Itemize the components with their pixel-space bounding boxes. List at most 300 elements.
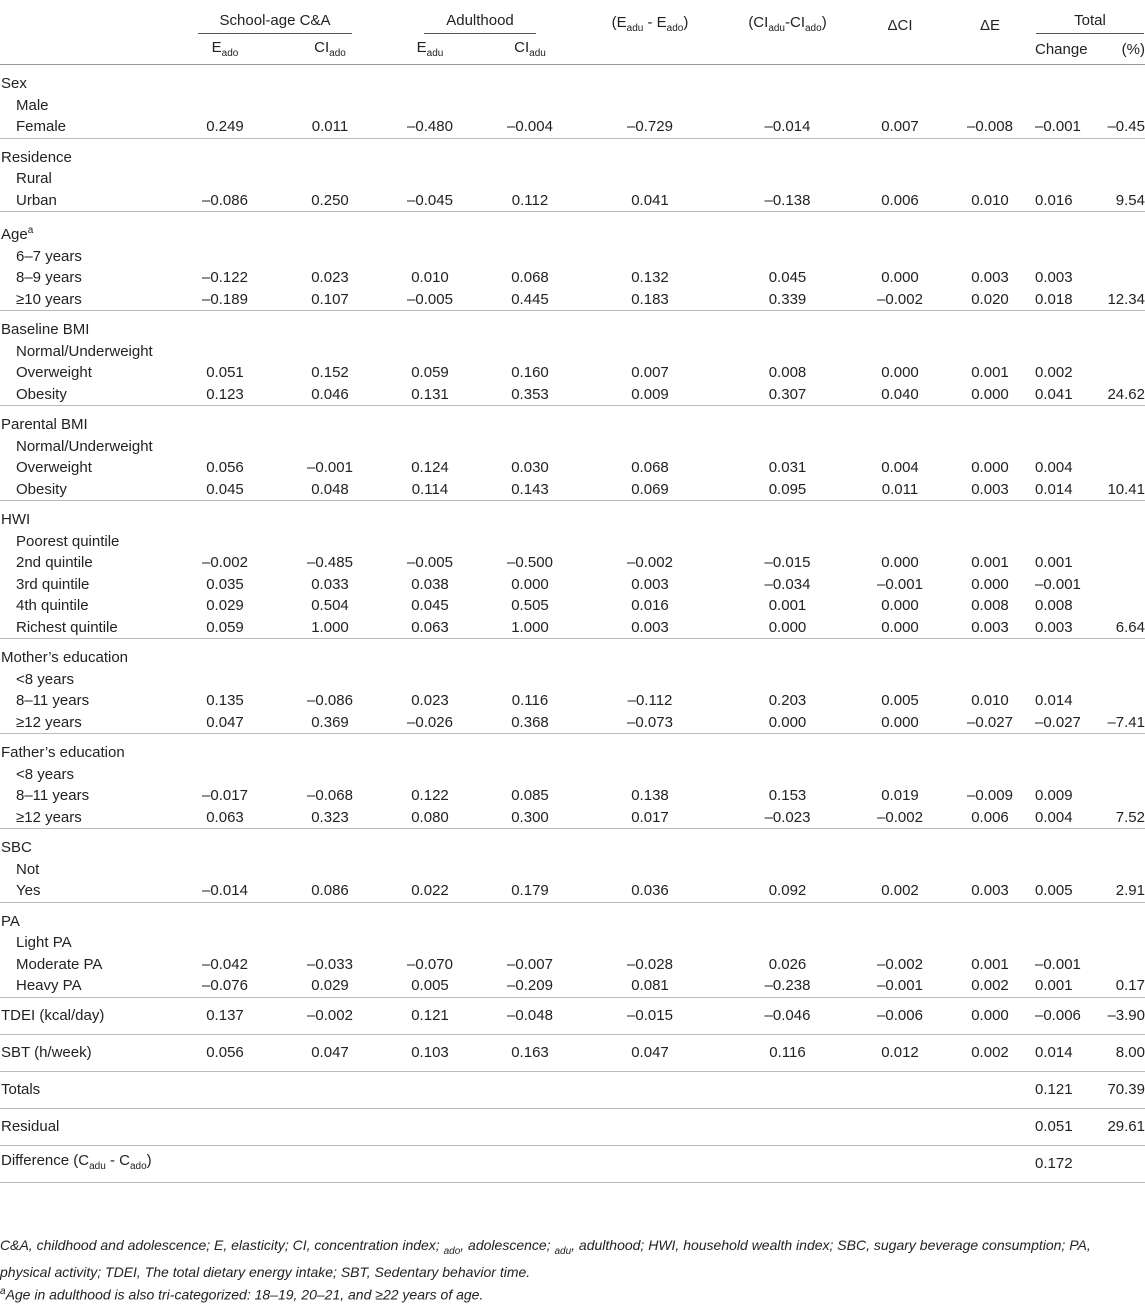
cell-col-10 <box>1105 734 1145 764</box>
cell-col-7 <box>855 829 945 859</box>
cell-col-8 <box>945 1145 1035 1182</box>
cell-col-7 <box>855 669 945 691</box>
cell-col-4: 0.143 <box>511 480 549 498</box>
cell-col-2: 0.323 <box>311 808 349 826</box>
row-label: Overweight <box>16 364 92 381</box>
cell-col-1 <box>170 311 280 341</box>
cell-col-8: 0.003 <box>971 269 1009 286</box>
table-row-sex-male <box>0 95 1145 117</box>
cell-col-4: 0.445 <box>511 290 549 308</box>
cell-col-9: 0.004 <box>1035 459 1073 476</box>
cell-col-2 <box>280 168 380 190</box>
cell-col-4: –0.048 <box>480 997 580 1034</box>
cell-col-6 <box>720 246 855 268</box>
cell-col-4: 0.116 <box>511 692 549 709</box>
cell-col-6 <box>720 501 855 531</box>
table-row-bbmi-ob <box>0 384 1145 406</box>
cell-col-7: 0.000 <box>881 554 919 571</box>
row-label: Obesity <box>16 480 67 498</box>
cell-col-3: 0.103 <box>380 1034 480 1071</box>
cell-col-8: 0.002 <box>971 977 1009 994</box>
row-label: Not <box>16 860 40 878</box>
cell-col-10 <box>1105 436 1145 458</box>
cell-col-9 <box>1035 246 1105 268</box>
cell-col-4: 0.300 <box>511 808 549 826</box>
cell-col-3: –0.026 <box>407 713 453 731</box>
table-row-med-1 <box>0 669 1145 691</box>
cell-col-4: 0.085 <box>511 787 549 804</box>
cell-col-5: 0.036 <box>631 882 669 899</box>
cell-col-8 <box>945 829 1035 859</box>
cell-col-2: 0.369 <box>311 713 349 731</box>
cell-col-7 <box>855 764 945 786</box>
cell-col-7 <box>855 341 945 363</box>
cell-col-8 <box>945 212 1035 246</box>
cell-col-5 <box>580 501 720 531</box>
cell-col-4 <box>480 639 580 669</box>
cell-col-7 <box>855 212 945 246</box>
cell-col-10 <box>1105 501 1145 531</box>
cell-col-7 <box>855 138 945 168</box>
cell-col-8: 0.003 <box>971 480 1009 498</box>
cell-col-7: 0.019 <box>881 787 919 804</box>
cell-col-8 <box>945 95 1035 117</box>
cell-col-1: 0.137 <box>170 997 280 1034</box>
cell-col-2: 0.033 <box>311 575 349 593</box>
table-row-med <box>0 639 1145 669</box>
row-label: Father’s education <box>0 734 170 764</box>
cell-col-3: 0.121 <box>380 997 480 1034</box>
cell-col-2 <box>280 1145 380 1182</box>
cell-col-7 <box>855 734 945 764</box>
cell-col-5 <box>580 1108 720 1145</box>
row-label: Heavy PA <box>16 977 82 994</box>
cell-col-6 <box>720 406 855 436</box>
table-body <box>0 65 1145 1183</box>
header-total: Total <box>1036 12 1144 34</box>
cell-col-9: 0.014 <box>1035 692 1073 709</box>
header-diff-e: $(E_{adu} - E_{ado})$ <box>611 14 689 34</box>
cell-col-5 <box>580 436 720 458</box>
cell-col-8 <box>945 246 1035 268</box>
cell-col-10 <box>1105 639 1145 669</box>
table-row-hwi-3 <box>0 574 1145 596</box>
cell-col-4 <box>480 829 580 859</box>
cell-col-10: –3.90 <box>1105 997 1145 1034</box>
row-label: Age$^a$ <box>0 212 170 246</box>
cell-col-7 <box>855 531 945 553</box>
cell-col-1: –0.122 <box>202 269 248 286</box>
cell-col-6: 0.203 <box>768 692 807 709</box>
cell-col-8: 0.003 <box>971 618 1009 636</box>
cell-col-7: 0.000 <box>881 618 919 636</box>
row-label: Normal/Underweight <box>16 437 153 455</box>
cell-col-8 <box>945 341 1035 363</box>
row-label: Obesity <box>16 385 67 403</box>
cell-col-8: 0.002 <box>945 1034 1035 1071</box>
table-row-hwi-5 <box>0 617 1145 639</box>
row-label: Light PA <box>16 934 72 951</box>
cell-col-10 <box>1105 932 1145 954</box>
table-row-tdei <box>0 997 1145 1034</box>
cell-col-9 <box>1035 311 1105 341</box>
cell-col-2 <box>280 829 380 859</box>
table-row-pa-m <box>0 954 1145 976</box>
cell-col-7 <box>855 168 945 190</box>
cell-col-9: 0.014 <box>1035 1034 1105 1071</box>
row-label: Urban <box>16 191 57 209</box>
cell-col-10 <box>1105 65 1145 95</box>
cell-col-6: 0.000 <box>768 618 807 636</box>
cell-col-3: –0.480 <box>407 118 453 135</box>
cell-col-7 <box>855 859 945 881</box>
cell-col-3: –0.005 <box>407 554 453 571</box>
cell-col-1 <box>170 669 280 691</box>
row-label: Moderate PA <box>16 955 103 973</box>
cell-col-3 <box>380 531 480 553</box>
cell-col-2 <box>280 341 380 363</box>
cell-col-9 <box>1035 168 1105 190</box>
table-row-totals <box>0 1071 1145 1108</box>
cell-col-9 <box>1035 341 1105 363</box>
cell-col-3 <box>380 639 480 669</box>
cell-col-5: 0.009 <box>631 385 669 403</box>
table-row-res-rural <box>0 168 1145 190</box>
table-row-pa <box>0 902 1145 932</box>
cell-col-5 <box>580 669 720 691</box>
cell-col-1 <box>170 168 280 190</box>
cell-col-5 <box>580 311 720 341</box>
cell-col-2: –0.001 <box>307 459 353 476</box>
header-change: Change <box>1035 40 1088 58</box>
cell-col-2: 0.048 <box>311 480 349 498</box>
cell-col-1 <box>170 138 280 168</box>
cell-col-3: 0.131 <box>411 385 449 403</box>
cell-col-5 <box>580 902 720 932</box>
cell-col-4 <box>480 246 580 268</box>
cell-col-1: –0.189 <box>202 290 248 308</box>
table-row-sbc <box>0 829 1145 859</box>
cell-col-1 <box>170 859 280 881</box>
cell-col-10 <box>1105 531 1145 553</box>
table-row-age-89 <box>0 267 1145 289</box>
table-row-res <box>0 138 1145 168</box>
cell-col-6: 0.339 <box>768 290 807 308</box>
cell-col-6: 0.092 <box>768 882 807 899</box>
cell-col-2 <box>280 734 380 764</box>
cell-col-2 <box>280 531 380 553</box>
cell-col-7: 0.040 <box>881 385 919 403</box>
cell-col-6: 0.307 <box>768 385 807 403</box>
table-row-hwi-4 <box>0 595 1145 617</box>
table-row-pbmi-n <box>0 436 1145 458</box>
header-school-age: School-age C&A <box>198 12 353 34</box>
cell-col-5: 0.047 <box>580 1034 720 1071</box>
cell-col-1 <box>170 246 280 268</box>
cell-col-9: 0.005 <box>1035 882 1073 899</box>
cell-col-3: 0.063 <box>411 618 449 636</box>
row-label: 2nd quintile <box>16 554 93 571</box>
cell-col-9: 0.018 <box>1035 290 1073 308</box>
footnote-abbreviations: C&A, childhood and adolescence; E, elasticity; CI, concentration index; $_{ado}$, adolescence; $_{adu}$, adulthood; HWI, household wealth index; SBC, sugary beverage consumption; PA, physical activity; TDEI, The total dietary energy intake; SBT, Sedentary behavior time. <box>0 1237 1091 1280</box>
footnote-age: $^a$Age in adulthood is also tri-categorized: 18–19, 20–21, and ≥22 years of age. <box>0 1285 484 1303</box>
cell-col-2 <box>280 406 380 436</box>
row-label: Richest quintile <box>16 618 118 636</box>
row-label: Sex <box>1 75 27 92</box>
cell-col-2 <box>280 669 380 691</box>
cell-col-7: –0.002 <box>877 808 923 826</box>
cell-col-4: 0.163 <box>480 1034 580 1071</box>
cell-col-5: 0.183 <box>631 290 669 308</box>
row-label: Female <box>16 118 67 135</box>
cell-col-2 <box>280 65 380 95</box>
cell-col-8 <box>945 1108 1035 1145</box>
header-ci-ado: $CI_{ado}$ <box>314 39 346 59</box>
cell-col-6: 0.153 <box>768 787 807 804</box>
cell-col-7: –0.002 <box>877 955 923 973</box>
cell-col-4 <box>480 669 580 691</box>
cell-col-5: 0.138 <box>631 787 669 804</box>
cell-col-8: 0.010 <box>971 692 1009 709</box>
cell-col-9 <box>1035 829 1105 859</box>
cell-col-1: –0.086 <box>202 191 248 209</box>
cell-col-9 <box>1035 212 1105 246</box>
row-label: TDEI (kcal/day) <box>0 997 170 1034</box>
cell-col-8 <box>945 734 1035 764</box>
cell-col-10: 8.00 <box>1105 1034 1145 1071</box>
table-row-fed-1 <box>0 764 1145 786</box>
header-percent: (%) <box>1121 40 1145 58</box>
cell-col-3 <box>380 95 480 117</box>
cell-col-6: –0.015 <box>764 554 811 571</box>
row-label: Male <box>16 96 49 114</box>
cell-col-8: 0.003 <box>971 882 1009 899</box>
cell-col-7 <box>855 436 945 458</box>
cell-col-2: 0.086 <box>311 882 349 899</box>
cell-col-2: 0.011 <box>311 118 349 135</box>
cell-col-7 <box>855 932 945 954</box>
cell-col-8: 0.010 <box>971 191 1009 209</box>
table-row-sex-female <box>0 116 1145 138</box>
cell-col-8: –0.009 <box>967 787 1013 804</box>
cell-col-8: 0.008 <box>971 597 1009 614</box>
cell-col-6 <box>720 1108 855 1145</box>
cell-col-5: –0.028 <box>627 955 673 973</box>
cell-col-6 <box>720 95 855 117</box>
cell-col-2 <box>280 95 380 117</box>
cell-col-7: 0.006 <box>881 191 919 209</box>
cell-col-4: 0.000 <box>511 575 549 593</box>
cell-col-3: –0.045 <box>407 191 453 209</box>
cell-col-4: 0.068 <box>511 269 549 286</box>
cell-col-2: –0.485 <box>307 554 353 571</box>
cell-col-1: 0.045 <box>206 480 244 498</box>
cell-col-2: 0.029 <box>311 977 349 994</box>
header-e-ado: $E_{ado}$ <box>211 39 239 59</box>
cell-col-4 <box>480 764 580 786</box>
row-label: <8 years <box>16 765 74 783</box>
cell-col-10 <box>1105 267 1145 289</box>
row-label: ≥12 years <box>16 808 82 826</box>
cell-col-7: 0.000 <box>881 269 919 286</box>
cell-col-10 <box>1105 785 1145 807</box>
cell-col-9: 0.004 <box>1035 808 1073 826</box>
cell-col-2 <box>280 859 380 881</box>
cell-col-1 <box>170 932 280 954</box>
cell-col-6: 0.000 <box>768 713 807 731</box>
cell-col-9: 0.003 <box>1035 269 1073 286</box>
cell-col-10 <box>1105 311 1145 341</box>
cell-col-9 <box>1035 764 1105 786</box>
cell-col-7: 0.012 <box>855 1034 945 1071</box>
cell-col-2: –0.068 <box>307 787 353 804</box>
cell-col-3 <box>380 1071 480 1108</box>
cell-col-9 <box>1035 65 1105 95</box>
cell-col-9 <box>1035 932 1105 954</box>
cell-col-9 <box>1035 859 1105 881</box>
cell-col-8 <box>945 639 1035 669</box>
cell-col-10 <box>1105 690 1145 712</box>
cell-col-3 <box>380 311 480 341</box>
row-label: Yes <box>16 882 41 899</box>
cell-col-3: 0.080 <box>411 808 449 826</box>
cell-col-1 <box>170 501 280 531</box>
cell-col-4 <box>480 859 580 881</box>
cell-col-9: 0.009 <box>1035 787 1073 804</box>
cell-col-10: 29.61 <box>1105 1108 1145 1145</box>
row-label: 3rd quintile <box>16 575 90 593</box>
cell-col-8 <box>945 436 1035 458</box>
cell-col-7 <box>855 406 945 436</box>
cell-col-1 <box>170 829 280 859</box>
cell-col-7: 0.000 <box>881 597 919 614</box>
row-label: HWI <box>0 501 170 531</box>
cell-col-3: 0.059 <box>411 364 449 381</box>
cell-col-7 <box>855 65 945 95</box>
cell-col-3 <box>380 764 480 786</box>
row-label: Baseline BMI <box>0 311 170 341</box>
cell-col-6: –0.046 <box>720 997 855 1034</box>
row-label: 6–7 years <box>16 247 82 265</box>
cell-col-8 <box>945 138 1035 168</box>
cell-col-7 <box>855 246 945 268</box>
table-row-fed <box>0 734 1145 764</box>
cell-col-6 <box>720 531 855 553</box>
cell-col-5 <box>580 764 720 786</box>
cell-col-1: 0.123 <box>206 385 244 403</box>
cell-col-2 <box>280 932 380 954</box>
table-row-sex <box>0 65 1145 95</box>
cell-col-4 <box>480 734 580 764</box>
cell-col-1: –0.017 <box>202 787 248 804</box>
cell-col-8: 0.001 <box>971 955 1009 973</box>
cell-col-6: 0.008 <box>768 364 807 381</box>
cell-col-4 <box>480 902 580 932</box>
row-label: Rural <box>16 170 52 187</box>
cell-col-2: –0.086 <box>307 692 353 709</box>
cell-col-5: 0.017 <box>631 808 669 826</box>
cell-col-6: –0.034 <box>764 575 811 593</box>
header-ci-adu: $CI_{adu}$ <box>514 39 546 59</box>
cell-col-10 <box>1105 138 1145 168</box>
cell-col-8: 0.000 <box>971 385 1009 403</box>
cell-col-2: 0.107 <box>311 290 349 308</box>
cell-col-5: 0.081 <box>631 977 669 994</box>
cell-col-8 <box>945 311 1035 341</box>
cell-col-8 <box>945 531 1035 553</box>
cell-col-2 <box>280 138 380 168</box>
cell-col-8 <box>945 669 1035 691</box>
cell-col-7 <box>855 311 945 341</box>
cell-col-5 <box>580 639 720 669</box>
table-row-pa-h <box>0 975 1145 997</box>
cell-col-3 <box>380 1108 480 1145</box>
cell-col-8 <box>945 859 1035 881</box>
cell-col-6 <box>720 212 855 246</box>
cell-col-4 <box>480 1108 580 1145</box>
cell-col-9 <box>1035 95 1105 117</box>
cell-col-6 <box>720 859 855 881</box>
row-label: Difference $(C_{adu} - C_{ado})$ <box>0 1145 170 1182</box>
table-row-bbmi <box>0 311 1145 341</box>
table-row-fed-3 <box>0 807 1145 829</box>
cell-col-2: 0.047 <box>280 1034 380 1071</box>
header-delta-ci: ΔCI <box>887 17 913 34</box>
cell-col-6: 0.026 <box>768 955 807 973</box>
cell-col-5: –0.073 <box>627 713 673 731</box>
cell-col-9: 0.016 <box>1035 191 1073 209</box>
cell-col-9: 0.001 <box>1035 554 1073 571</box>
cell-col-10: 12.34 <box>1107 290 1145 308</box>
cell-col-1: –0.042 <box>202 955 248 973</box>
row-label: Parental BMI <box>0 406 170 436</box>
cell-col-3 <box>380 212 480 246</box>
cell-col-4: 0.505 <box>511 597 549 614</box>
cell-col-9 <box>1035 669 1105 691</box>
cell-col-9: 0.003 <box>1035 618 1073 636</box>
table-row-hwi <box>0 501 1145 531</box>
cell-col-10 <box>1105 595 1145 617</box>
cell-col-7: 0.011 <box>881 480 919 498</box>
cell-col-9 <box>1035 436 1105 458</box>
cell-col-5: –0.015 <box>580 997 720 1034</box>
header-e-adu: $E_{adu}$ <box>416 39 444 59</box>
cell-col-9 <box>1035 902 1105 932</box>
cell-col-6: 0.001 <box>768 597 807 614</box>
cell-col-9: –0.001 <box>1035 575 1081 593</box>
cell-col-5 <box>580 341 720 363</box>
cell-col-2: 0.023 <box>311 269 349 286</box>
cell-col-5 <box>580 1071 720 1108</box>
cell-col-7 <box>855 95 945 117</box>
cell-col-10 <box>1105 1145 1145 1182</box>
row-label: <8 years <box>16 670 74 688</box>
cell-col-1: –0.002 <box>202 554 248 571</box>
cell-col-7: 0.000 <box>881 713 919 731</box>
cell-col-10 <box>1105 954 1145 976</box>
table-row-fed-2 <box>0 785 1145 807</box>
cell-col-5: –0.112 <box>627 692 673 709</box>
cell-col-8 <box>945 932 1035 954</box>
cell-col-10 <box>1105 246 1145 268</box>
cell-col-8: 0.006 <box>971 808 1009 826</box>
table-row-sbc-yes <box>0 880 1145 902</box>
cell-col-10: 9.54 <box>1115 191 1145 209</box>
cell-col-6: –0.138 <box>764 191 811 209</box>
cell-col-5 <box>580 65 720 95</box>
cell-col-9: 0.051 <box>1035 1108 1105 1145</box>
cell-col-3 <box>380 65 480 95</box>
